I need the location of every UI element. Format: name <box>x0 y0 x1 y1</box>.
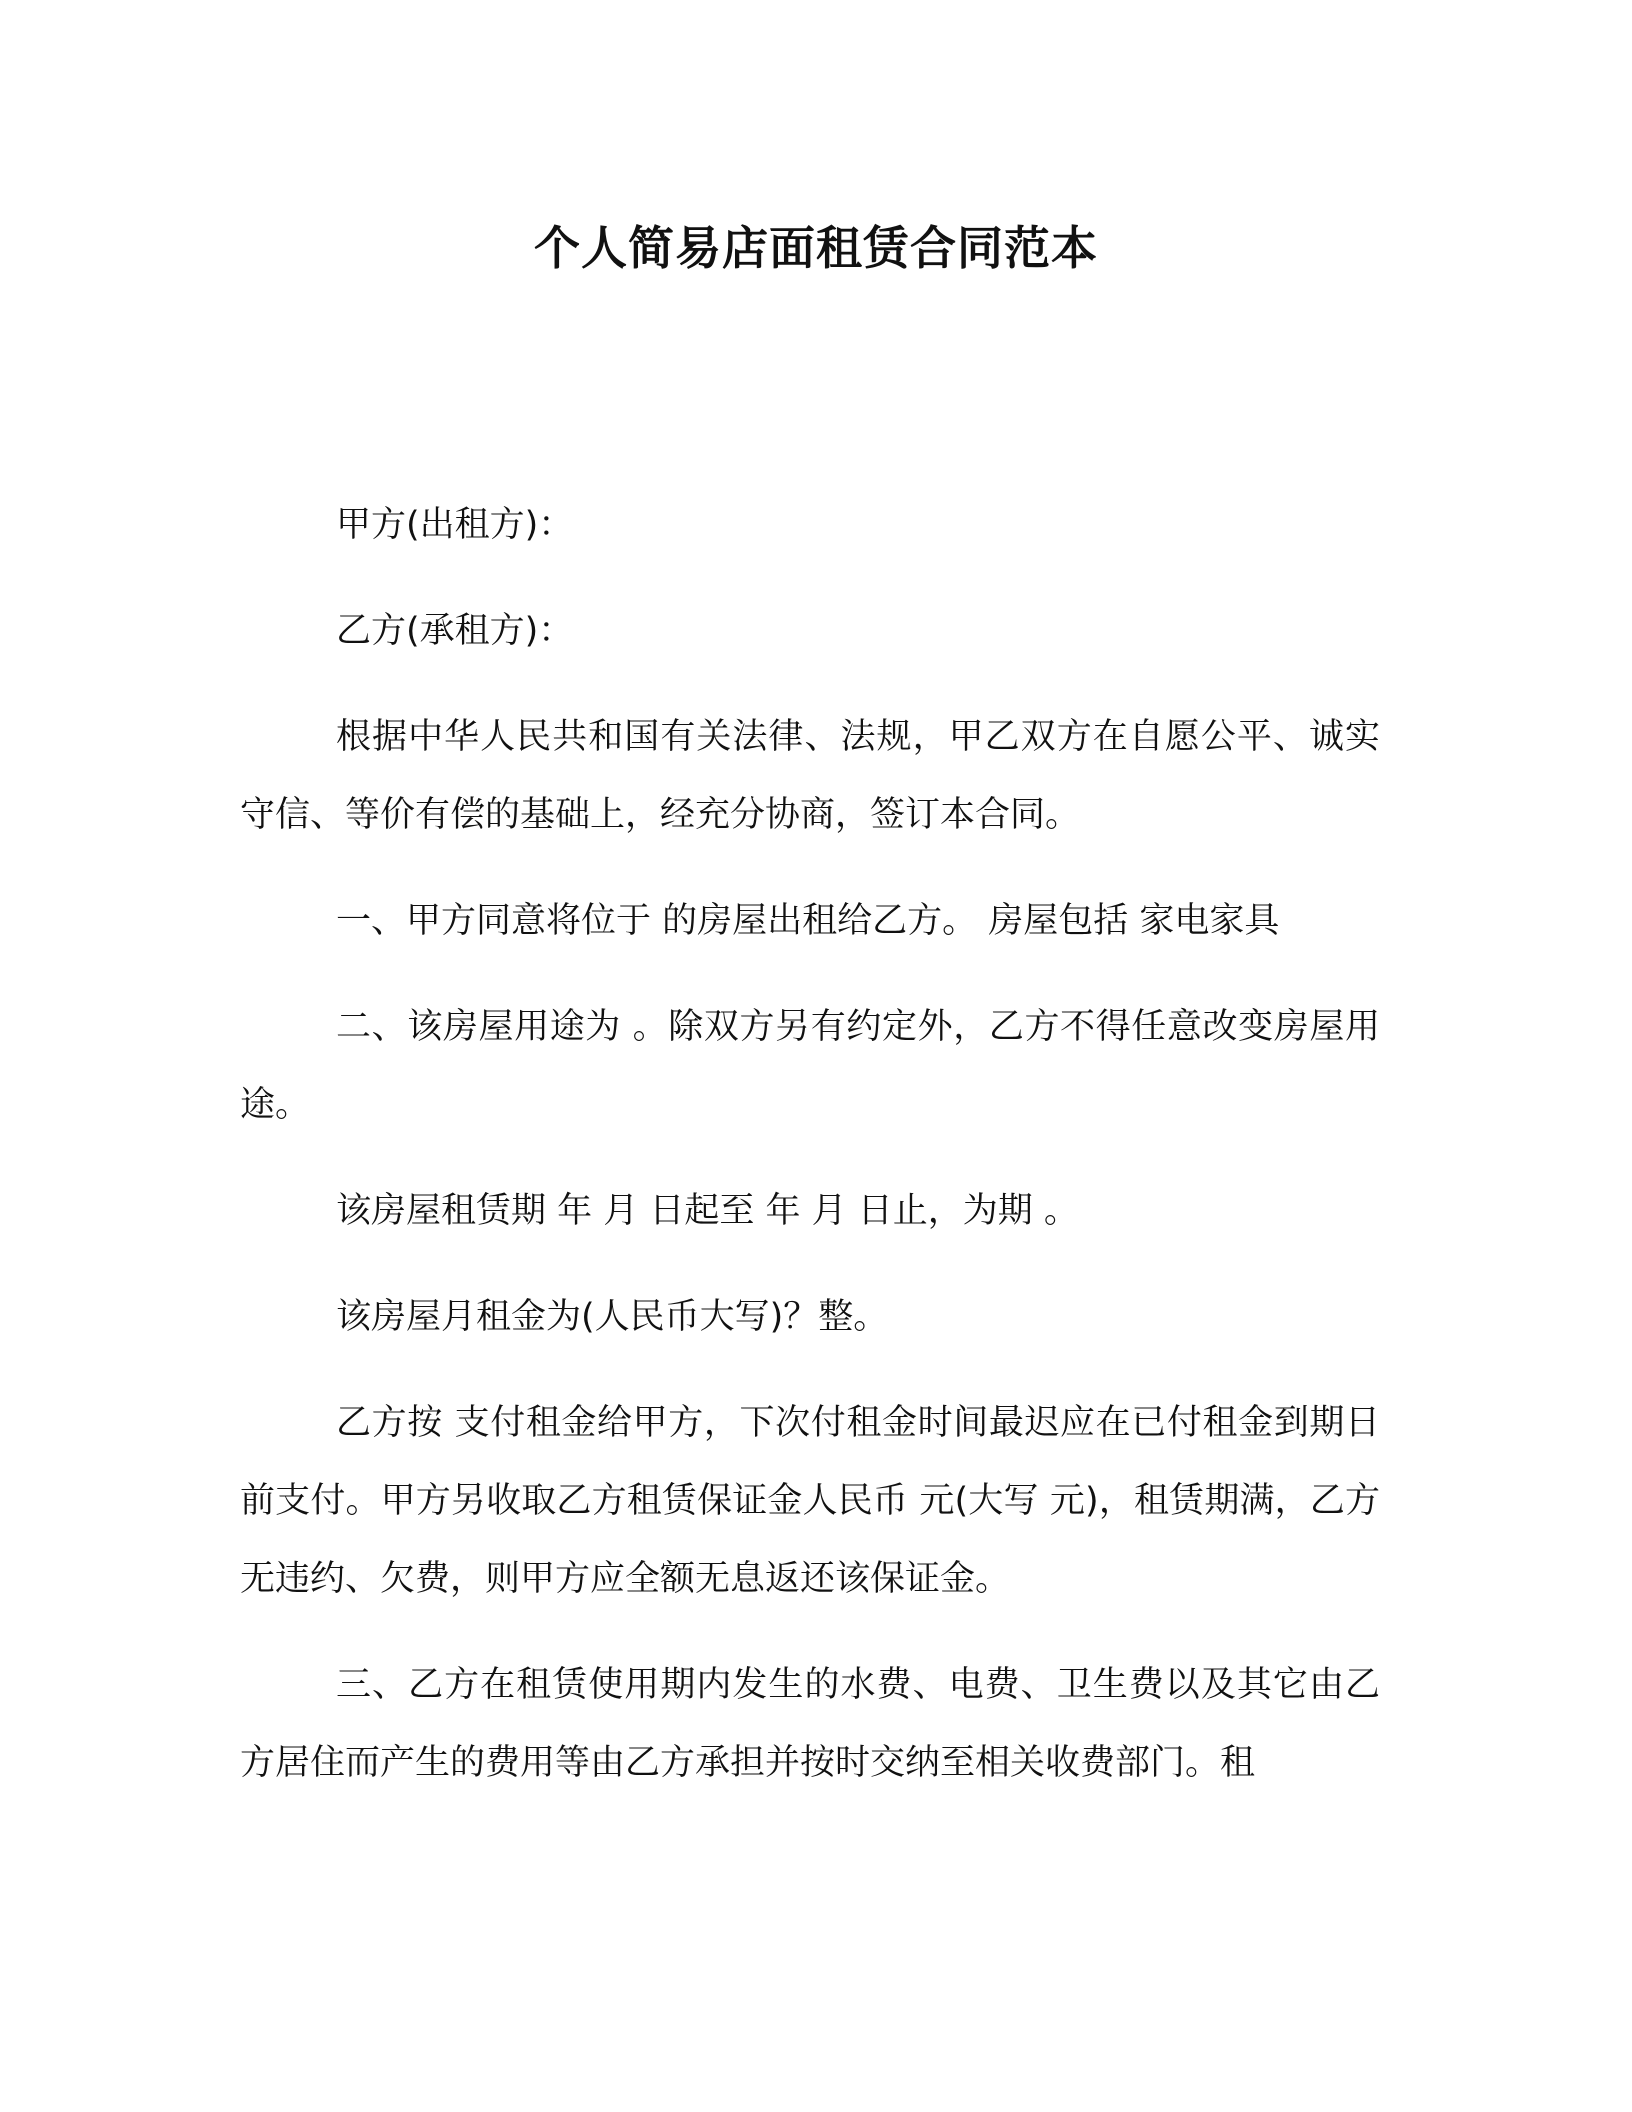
lease-term-paragraph: 该房屋租赁期 年 月 日起至 年 月 日止，为期 。 <box>336 1191 1079 1231</box>
preamble-paragraph: 根据中华人民共和国有关法律、法规，甲乙双方在自愿公平、诚实守信、等价有偿的基础上，经充分协商，签订本合同。 <box>240 717 1380 835</box>
document-title: 个人简易店面租赁合同范本 <box>534 221 1098 275</box>
document-body <box>240 486 1380 1830</box>
party-b-line: 乙方(承租方)： <box>336 611 574 651</box>
clause-3-paragraph: 三、乙方在租赁使用期内发生的水费、电费、卫生费以及其它由乙方居住而产生的费用等由乙方承担并按时交纳至相关收费部门。租 <box>240 1665 1380 1783</box>
monthly-rent-paragraph: 该房屋月租金为(人民币大写)？整。 <box>336 1297 889 1337</box>
clause-2-paragraph: 二、该房屋用途为 。除双方另有约定外，乙方不得任意改变房屋用途。 <box>240 1007 1380 1125</box>
payment-deposit-paragraph: 乙方按 支付租金给甲方，下次付租金时间最迟应在已付租金到期日前支付。甲方另收取乙方租赁保证金人民币 元(大写 元)，租赁期满，乙方无违约、欠费，则甲方应全额无息返还该保证金。 <box>240 1403 1380 1599</box>
party-a-line: 甲方(出租方)： <box>336 505 574 545</box>
clause-1-paragraph: 一、甲方同意将位于 的房屋出租给乙方。 房屋包括 家电家具 <box>336 901 1280 941</box>
